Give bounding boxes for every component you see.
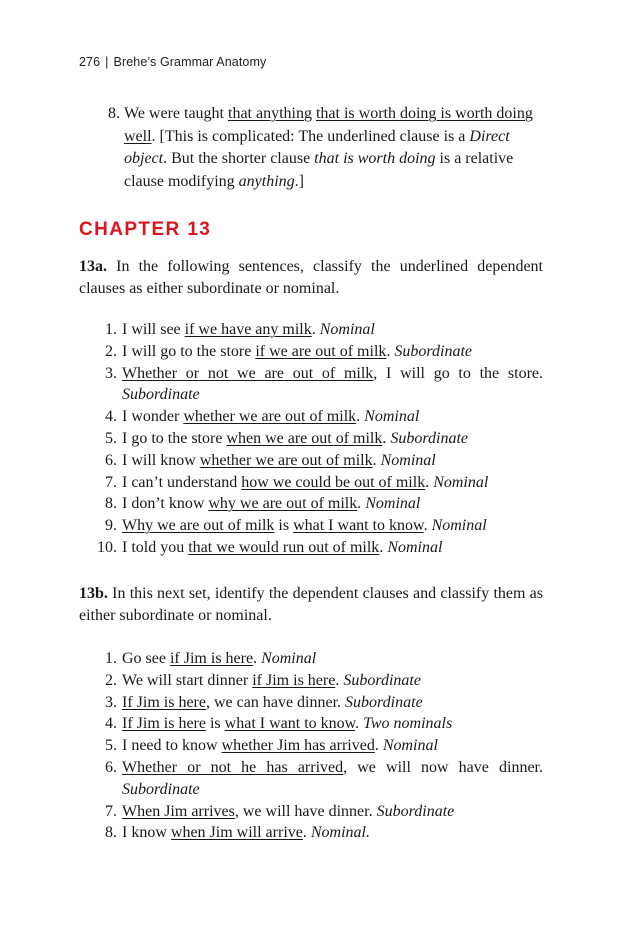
list-item <box>93 692 543 714</box>
text-run: I don’t know <box>122 495 209 513</box>
text-run: I will go to the store <box>122 342 256 360</box>
answer-label: Nominal <box>364 408 420 426</box>
item-number: 1. <box>105 650 117 667</box>
sentence <box>122 430 468 447</box>
text-run: , we will now have dinner. <box>343 758 543 776</box>
list-item <box>93 670 543 692</box>
item-number: 4. <box>105 408 117 426</box>
item-number: 6. <box>105 758 117 776</box>
underlined-clause: if Jim is here <box>169 650 254 667</box>
answer-label: Subordinate <box>345 693 423 711</box>
text-run: . <box>372 451 381 469</box>
answer-label: Nominal <box>380 451 436 469</box>
item-number: 8. <box>108 105 120 122</box>
underlined-clause: that we would run out of milk <box>188 538 380 556</box>
sentence <box>122 321 375 338</box>
sentence <box>122 715 452 732</box>
text-run: . <box>386 342 395 360</box>
underlined-clause: if we have any milk <box>184 321 312 338</box>
underlined-clause: whether we are out of milk <box>183 408 357 426</box>
sentence <box>122 672 421 689</box>
text-run: . <box>423 517 432 535</box>
answer-label: Nominal <box>365 495 421 513</box>
list-item <box>93 341 543 363</box>
answer-label: Nominal <box>382 737 438 755</box>
item-number: 2. <box>105 342 117 360</box>
chapter-heading: CHAPTER 13 <box>79 219 212 240</box>
italic-term: anything <box>238 172 295 190</box>
text-run: We were taught <box>124 105 228 122</box>
list-item <box>93 735 543 757</box>
item-number: 8. <box>105 824 117 842</box>
text-run: .] <box>294 172 304 190</box>
sentence <box>122 517 487 534</box>
exercise-label: 13b. <box>79 585 108 602</box>
item-number: 3. <box>105 364 117 382</box>
text-run: is <box>205 715 225 733</box>
item-number: 5. <box>105 737 117 755</box>
item-number: 2. <box>105 671 117 689</box>
underlined-clause: when we are out of milk <box>226 429 383 447</box>
sentence <box>122 650 316 667</box>
answer-label: Nominal <box>433 473 489 491</box>
text-run: We will start dinner <box>122 671 253 689</box>
book-title: Brehe’s Grammar Anatomy <box>113 55 267 69</box>
text-run: I will know <box>122 451 200 469</box>
underlined-clause: what I want to know <box>224 715 356 733</box>
answer-label: Subordinate <box>394 342 473 360</box>
text-run: . <box>374 737 383 755</box>
list-item <box>93 406 543 428</box>
list-item <box>93 757 543 801</box>
underlined-clause: Whether or not he has arrived <box>122 758 344 776</box>
sentence <box>122 539 442 556</box>
item-number: 8. <box>105 495 117 513</box>
underlined-clause: that anything <box>228 105 312 122</box>
exercise-label: 13a. <box>79 258 107 275</box>
underlined-clause: whether Jim has arrived <box>221 737 375 755</box>
text-run: . <box>379 538 388 556</box>
underlined-clause: Whether or not we are out of milk <box>122 364 374 382</box>
item-number: 10. <box>97 538 117 556</box>
item-number: 7. <box>105 802 117 820</box>
item-number: 9. <box>105 517 117 535</box>
sentence <box>122 803 454 820</box>
text-run: . <box>302 824 311 842</box>
underlined-clause: how we could be out of milk <box>241 473 426 491</box>
text-run: . <box>311 321 320 338</box>
text-run: . [This is complicated: The underlined clause is a <box>151 127 470 145</box>
item-number: 4. <box>105 715 117 733</box>
underlined-clause: If Jim is here <box>122 693 206 711</box>
underlined-clause: When Jim arrives <box>122 802 235 820</box>
text-run: I go to the store <box>122 429 227 447</box>
carryover-item <box>106 103 542 193</box>
item-number: 6. <box>105 451 117 469</box>
list-item <box>93 472 543 494</box>
text-run: I will see <box>122 321 185 338</box>
sentence <box>122 759 543 798</box>
answer-label: Subordinate <box>122 386 200 404</box>
text-run: . <box>335 671 344 689</box>
underlined-clause: If Jim is here <box>122 715 206 733</box>
answer-label: Subordinate <box>343 671 421 689</box>
text-run: I know <box>122 824 171 842</box>
underlined-clause: why we are out of milk <box>208 495 358 513</box>
text-run: I wonder <box>122 408 184 426</box>
header-separator: | <box>105 55 109 69</box>
carryover-text <box>124 103 542 193</box>
text-run: , we will have dinner. <box>234 802 377 820</box>
list-item <box>93 713 543 735</box>
answer-label: Nominal <box>387 538 443 556</box>
text-run: is a relative clause modifying <box>124 150 514 190</box>
text-run: . <box>382 429 391 447</box>
sentence <box>122 408 419 425</box>
instruction-text: In this next set, identify the dependent clauses and classify them as either subordinate or nominal. <box>79 585 543 624</box>
underlined-clause: that is worth doing is worth doing well <box>124 105 533 145</box>
list-item <box>93 363 543 407</box>
text-run: , I will go to the store. <box>373 364 543 382</box>
item-number: 1. <box>105 321 117 338</box>
underlined-clause: if Jim is here <box>252 671 336 689</box>
answer-label: Nominal <box>319 321 375 338</box>
italic-term: Direct object <box>124 127 510 167</box>
exercise-13b-instruction <box>79 583 543 627</box>
list-item <box>93 319 543 341</box>
sentence <box>122 737 438 754</box>
answer-label: Subordinate <box>122 780 200 798</box>
underlined-clause: if we are out of milk <box>255 342 387 360</box>
list-item <box>93 822 543 844</box>
sentence <box>122 495 420 512</box>
sentence <box>122 365 543 404</box>
item-number: 3. <box>105 693 117 711</box>
answer-label: Nominal <box>261 650 317 667</box>
answer-label: Subordinate <box>390 429 468 447</box>
text-run: . <box>357 495 366 513</box>
sentence <box>122 343 472 360</box>
list-item <box>93 648 543 670</box>
sentence <box>122 824 370 841</box>
text-run: , we can have dinner. <box>205 693 346 711</box>
text-run: . <box>253 650 262 667</box>
answer-label: Nominal. <box>310 824 370 842</box>
list-item <box>93 493 543 515</box>
item-number: 7. <box>105 473 117 491</box>
underlined-clause: Why we are out of milk <box>122 517 275 535</box>
list-item <box>93 801 543 823</box>
exercise-13b-list <box>93 648 543 844</box>
text-run: . <box>356 408 365 426</box>
answer-label: Two nominals <box>363 715 453 733</box>
list-item <box>93 450 543 472</box>
list-item <box>93 515 543 537</box>
sentence <box>122 694 423 711</box>
text-run: Go see <box>122 650 170 667</box>
sentence <box>122 452 436 469</box>
answer-label: Nominal <box>431 517 487 535</box>
underlined-clause: whether we are out of milk <box>199 451 373 469</box>
text-run: I can’t understand <box>122 473 242 491</box>
text-run: . But the shorter clause <box>163 150 315 167</box>
list-item <box>93 428 543 450</box>
underlined-clause: when Jim will arrive <box>170 824 303 842</box>
text-run: . <box>355 715 364 733</box>
item-number: 5. <box>105 429 117 447</box>
sentence <box>122 474 488 491</box>
italic-term: that is worth doing <box>314 150 436 167</box>
list-item <box>93 537 543 559</box>
instruction-text: In the following sentences, classify the underlined dependent clauses as either subordinate or nominal. <box>79 258 543 297</box>
text-run: is <box>274 517 294 535</box>
answer-label: Subordinate <box>376 802 455 820</box>
running-header <box>79 55 266 69</box>
text-run: . <box>425 473 434 491</box>
exercise-13a-list <box>93 319 543 559</box>
text-run: I told you <box>122 538 189 556</box>
page-number: 276 <box>79 55 101 69</box>
underlined-clause: what I want to know <box>293 517 424 535</box>
exercise-13a-instruction <box>79 256 543 300</box>
text-run: I need to know <box>122 737 222 755</box>
